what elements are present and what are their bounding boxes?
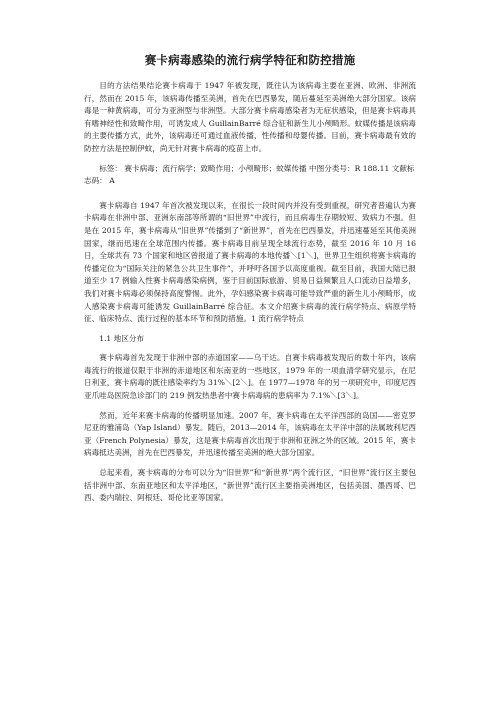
intro-paragraph: 赛卡病毒自 1947 年首次被发现以来，在很长一段时间内并没有受到重视，研究者普遍认为赛卡病毒在非洲中部、亚洲东南部等所谓的“旧世界”中流行，而且病毒生存期较短、致病力不强。但是在 2015 年，赛卡病毒从“旧世界”传播到了“新世界”，首先在巴西暴发，并迅速蔓延至其他美洲国家，继而迅速在全球范围内传播。赛卡病毒目前呈现全球流行态势，截至 2016 年 10 月 16 日，全球共有 73 个国家和地区曾报道了赛卡病毒的本地传播＼[1＼]，世界卫生组织将赛卡病毒的传播定位为“国际关注的紧急公共卫生事件”，并呼吁各国予以高度重视。截至目前，我国大陆已报道至少 17 例输入性赛卡病毒感染病例，鉴于目前国际旅游、贸易日益频繁且人口流动日益增多，我们对赛卡病毒必须保持高度警惕。此外，孕妇感染赛卡病毒可能导致严重的新生儿小颅畸形，成人感染赛卡病毒可能诱发 GuillainBarré 综合征。本文介绍赛卡病毒的流行病学特点、病原学特征、临床特点、流行过程的基本环节和预防措施。1 流行病学特点: [84, 200, 416, 324]
abstract-paragraph: 目的方法结果结论赛卡病毒于 1947 年被发现，既往认为该病毒主要在亚洲、欧洲、非洲流行，然而在 2015 年，该病毒传播至美洲，首先在巴西暴发，随后蔓延至美洲绝大部分国家。该病毒是一种黄病毒，可分为亚洲型与非洲型。大部分赛卡病毒感染者为无症状感染，但是赛卡病毒具有嗜神经性和致畸作用，可诱发成人 GuillainBarré 综合征和新生儿小颅畸形。蚊媒传播是该病毒的主要传播方式，此外，该病毒还可通过血液传播、性传播和母婴传播。目前，赛卡病毒最有效的防控方法是控制伊蚊，尚无针对赛卡病毒的疫苗上市。: [84, 81, 416, 153]
keywords-line: 标签： 赛卡病毒；流行病学；致畸作用；小颅畸形；蚊媒传播 中图分类号：R 188.11 文献标志码： A: [84, 163, 415, 186]
section-heading: 1.1 地区分布: [99, 333, 145, 343]
section-paragraph-3: 总起来看，赛卡病毒的分布可以分为“旧世界”和“新世界”两个流行区，“旧世界”流行区主要包括非洲中部、东南亚地区和太平洋地区，“新世界”流行区主要指美洲地区，包括美国、墨西哥、巴西、委内瑞拉、阿根廷、哥伦比亚等国家。: [84, 468, 416, 503]
section-paragraph-2: 然而，近年来赛卡病毒的传播明显加速。2007 年，赛卡病毒在太平洋西部的岛国——密克罗尼亚的雅浦岛（Yap Island）暴发。随后，2013—2014 年，该病毒在太平洋中部的法属玻利尼西亚（French Polynesia）暴发，这是赛卡病毒首次出现于非洲和亚洲之外的区域。2015 年，赛卡病毒抵达美洲，首先在巴西暴发，并迅速传播至美洲的绝大部分国家。: [84, 410, 416, 458]
section-paragraph-1: 赛卡病毒首先发现于非洲中部的赤道国家——乌干达。自赛卡病毒被发现后的数十年内，该病毒流行的报道仅限于非洲的赤道地区和东南亚的一些地区，1979 年的一项血清学研究显示，在尼日利亚，赛卡病毒的既往感染率约为 31%＼[2＼]。在 1977—1978 年的另一项研究中，印度尼西亚爪哇岛医院急诊部门的 219 例发热患者中赛卡病毒病的患病率为 7.1%＼[3＼]。: [84, 353, 416, 401]
document-title: 赛卡病毒感染的流行病学特征和防控措施: [144, 53, 356, 67]
